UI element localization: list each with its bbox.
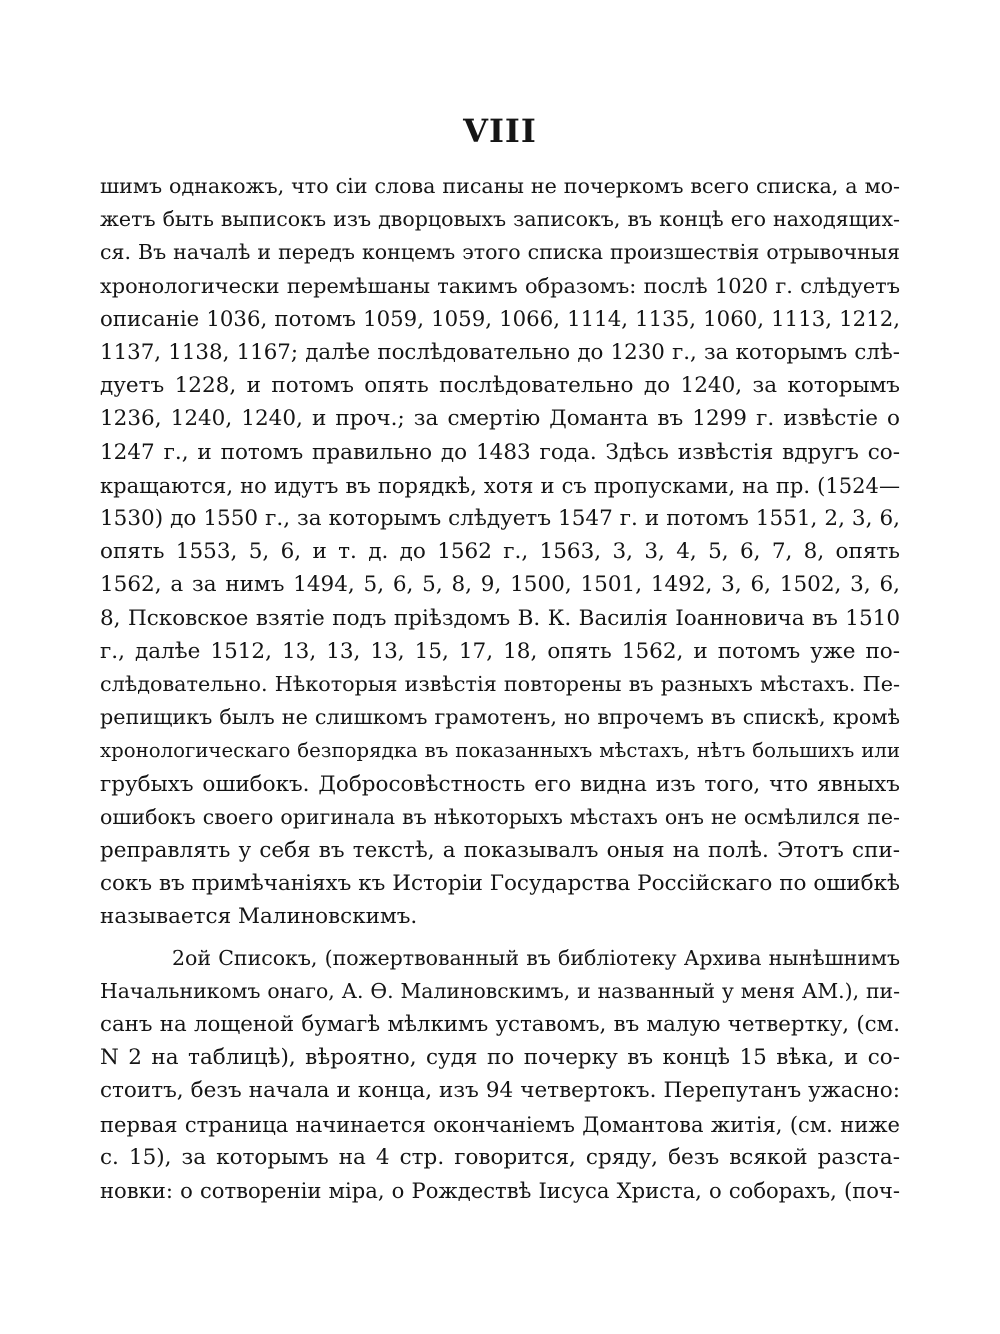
text-line: называется Малиновскимъ. [100,904,418,930]
paragraph-2 [100,942,900,1208]
body-text [100,170,900,1207]
text-line: 1236, 1240, 1240, и проч.; за смертію Доманта въ 1299 г. извѣстіе о [100,406,900,432]
text-line: 1562, а за нимъ 1494, 5, 6, 5, 8, 9, 1500, 1501, 1492, 3, 6, 1502, 3, 6, [100,572,900,598]
text-line: ошибокъ своего оригинала въ нѣкоторыхъ мѣстахъ онъ не осмѣлился пе- [100,804,900,829]
text-line: N 2 на таблицѣ), вѣроятно, судя по почерку въ концѣ 15 вѣка, и со- [100,1045,900,1071]
text-line: реправлять у себя въ текстѣ, а показывалъ оныя на полѣ. Этотъ спи- [100,838,900,864]
paragraph-1 [100,170,900,934]
text-line: 1247 г., и потомъ правильно до 1483 года. Здѣсь извѣстія вдругъ со- [100,439,900,465]
text-line: кращаются, но идутъ въ порядкѣ, хотя и съ пропусками, на пр. (1524— [100,472,900,498]
text-line: шимъ однакожъ, что сіи слова писаны не почеркомъ всего списка, а мо- [100,174,900,198]
text-line: первая страница начинается окончаніемъ Домантова житія, (см. ниже [100,1111,900,1137]
text-line: Начальникомъ онаго, А. Ѳ. Малиновскимъ, и названный у меня АМ.), пи- [100,978,900,1003]
text-line: ся. Въ началѣ и передъ концемъ этого списка произшествія отрывочныя [100,240,900,265]
text-line: сокъ въ примѣчаніяхъ къ Исторіи Государства Россійскаго по ошибкѣ [100,871,900,897]
text-line: хронологически перемѣшаны такимъ образомъ: послѣ 1020 г. слѣдуетъ [100,273,900,298]
text-line: опять 1553, 5, 6, и т. д. до 1562 г., 1563, 3, 3, 4, 5, 6, 7, 8, опять [100,539,900,565]
text-line: стоитъ, безъ начала и конца, изъ 94 четвертокъ. Перепутанъ ужасно: [100,1078,900,1104]
text-line: слѣдовательно. Нѣкоторыя извѣстія повторены въ разныхъ мѣстахъ. Пе- [100,672,900,697]
text-line: грубыхъ ошибокъ. Добросовѣстность его видна изъ того, что явныхъ [100,771,900,797]
text-line: санъ на лощеной бумагѣ мѣлкимъ уставомъ, въ малую четвертку, (см. [100,1012,900,1038]
text-line: г., далѣе 1512, 13, 13, 13, 15, 17, 18, опять 1562, и потомъ уже по- [100,638,900,664]
text-line: с. 15), за которымъ на 4 стр. говорится, сряду, безъ всякой разста- [100,1144,900,1170]
page-number: VIII [463,112,537,150]
text-line: описаніе 1036, потомъ 1059, 1059, 1066, 1114, 1135, 1060, 1113, 1212, [100,306,900,332]
text-line: хронологическаго безпорядка въ показанныхъ мѣстахъ, нѣтъ большихъ или [100,739,900,763]
text-line: новки: о сотвореніи міра, о Рождествѣ Іисуса Христа, о соборахъ, (поч- [100,1178,900,1204]
text-line: жетъ быть выписокъ изъ дворцовыхъ записокъ, въ концѣ его находящих- [100,207,900,232]
text-line: 1530) до 1550 г., за которымъ слѣдуетъ 1547 г. и потомъ 1551, 2, 3, 6, [100,506,900,532]
text-line: дуетъ 1228, и потомъ опять послѣдовательно до 1240, за которымъ [100,373,900,399]
text-line: 2ой Списокъ, (пожертвованный въ библіотеку Архива нынѣшнимъ [172,945,900,970]
text-line: 1137, 1138, 1167; далѣе послѣдовательно до 1230 г., за которымъ слѣ- [100,340,900,366]
text-line: 8, Псковское взятіе подъ пріѣздомъ В. К. Василія Іоанновича въ 1510 [100,605,900,631]
text-line: репищикъ былъ не слишкомъ грамотенъ, но впрочемъ въ спискѣ, кромѣ [100,705,900,730]
